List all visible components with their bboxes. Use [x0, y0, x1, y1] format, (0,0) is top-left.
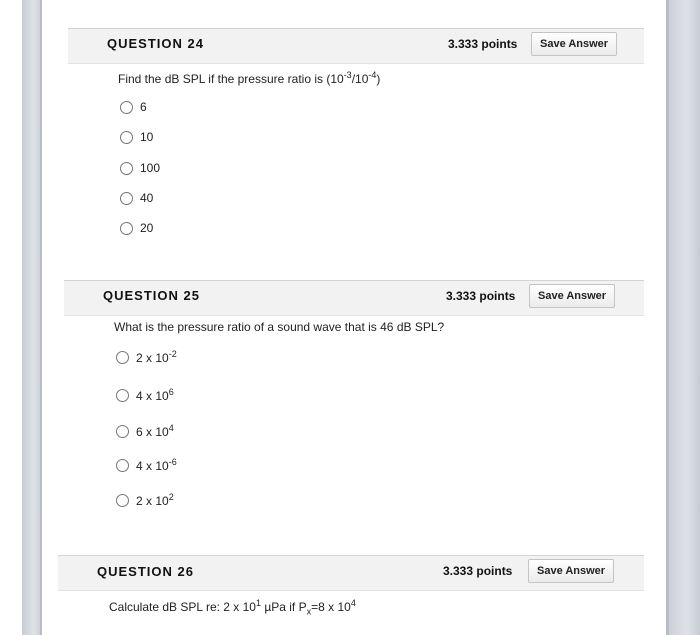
- option-label: 40: [140, 191, 154, 205]
- radio-button[interactable]: [116, 351, 129, 364]
- radio-button[interactable]: [116, 459, 129, 472]
- question-24-text: [118, 70, 380, 86]
- question-24-text-sup: -3: [343, 70, 352, 80]
- question-24-text-part: /10: [351, 72, 369, 86]
- option-exponent: 2: [168, 492, 174, 502]
- radio-button[interactable]: [116, 389, 129, 402]
- question-24-option[interactable]: [120, 221, 153, 235]
- question-24-points: 3.333 points: [448, 37, 518, 51]
- option-base: 4 x 10: [136, 459, 169, 473]
- radio-button[interactable]: [116, 425, 129, 438]
- option-exponent: -2: [168, 349, 177, 359]
- question-25-points: 3.333 points: [446, 289, 516, 303]
- radio-button[interactable]: [120, 131, 133, 144]
- option-base: 4 x 10: [136, 389, 169, 403]
- option-label: 20: [140, 221, 154, 235]
- option-base: 2 x 10: [136, 494, 169, 508]
- radio-button[interactable]: [120, 222, 133, 235]
- question-24-option[interactable]: [120, 161, 160, 175]
- question-26-text-sup: 4: [350, 598, 356, 608]
- option-label: [136, 492, 174, 508]
- question-24-save-button[interactable]: Save Answer: [531, 32, 617, 56]
- question-24-title: QUESTION 24: [107, 36, 204, 51]
- option-label: 10: [140, 130, 154, 144]
- question-24-option[interactable]: [120, 191, 153, 205]
- option-label: 6: [140, 100, 147, 114]
- option-label: 100: [140, 161, 161, 175]
- option-label: [136, 387, 174, 403]
- question-26-points: 3.333 points: [443, 564, 513, 578]
- option-exponent: -6: [168, 457, 177, 467]
- option-label: [136, 423, 174, 439]
- option-exponent: 6: [168, 387, 174, 397]
- question-26-text-sup: 1: [255, 598, 261, 608]
- question-24-text-sup: -4: [368, 70, 377, 80]
- question-25-option[interactable]: [116, 423, 174, 439]
- option-label: [136, 349, 177, 365]
- radio-button[interactable]: [120, 101, 133, 114]
- option-label: [136, 457, 177, 473]
- left-page-margin: [22, 0, 42, 635]
- radio-button[interactable]: [120, 192, 133, 205]
- question-26-title: QUESTION 26: [97, 564, 194, 579]
- question-25-option[interactable]: [116, 349, 177, 365]
- question-24-option[interactable]: [120, 100, 147, 114]
- question-26-text-part: µPa if P: [261, 600, 307, 614]
- question-26-text-part: =8 x 10: [311, 600, 351, 614]
- question-26-save-button[interactable]: Save Answer: [528, 559, 614, 583]
- question-25-text: What is the pressure ratio of a sound wave that is 46 dB SPL?: [114, 320, 445, 334]
- question-24-text-part: ): [376, 72, 381, 86]
- question-25-option[interactable]: [116, 457, 177, 473]
- question-25-option[interactable]: [116, 387, 174, 403]
- question-25-title: QUESTION 25: [103, 288, 200, 303]
- question-24-option[interactable]: [120, 130, 153, 144]
- option-base: 2 x 10: [136, 351, 169, 365]
- right-page-margin: [666, 0, 700, 635]
- radio-button[interactable]: [116, 494, 129, 507]
- question-26-text-part: Calculate dB SPL re: 2 x 10: [109, 600, 256, 614]
- option-exponent: 4: [168, 423, 174, 433]
- question-26-text: [109, 598, 356, 616]
- radio-button[interactable]: [120, 162, 133, 175]
- option-base: 6 x 10: [136, 425, 169, 439]
- question-25-option[interactable]: [116, 492, 174, 508]
- question-26-text-sub: x: [306, 606, 312, 617]
- question-24-text-part: Find the dB SPL if the pressure ratio is (10: [118, 72, 344, 86]
- question-25-save-button[interactable]: Save Answer: [529, 284, 615, 308]
